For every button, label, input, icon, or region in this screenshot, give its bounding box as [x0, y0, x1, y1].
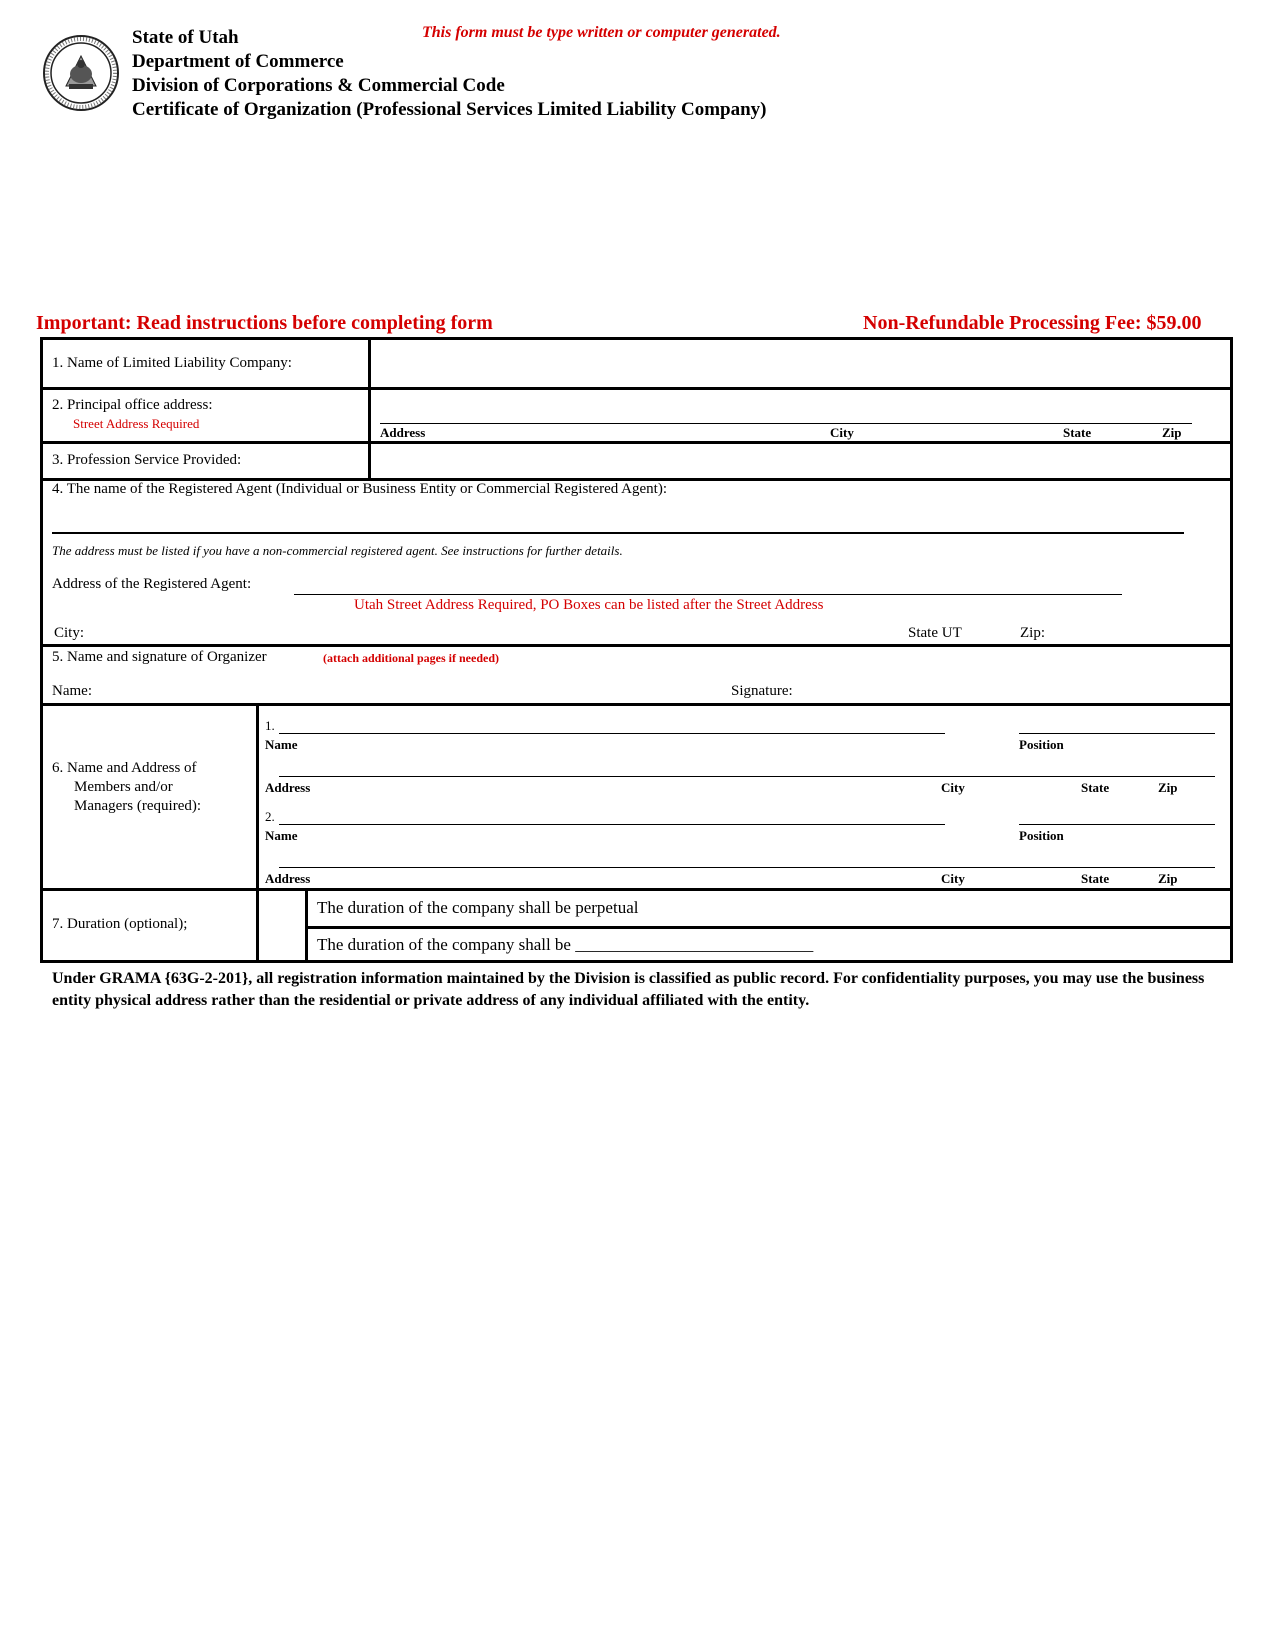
principal-zip-caption: Zip	[1162, 425, 1182, 440]
certificate-form	[40, 337, 1233, 963]
member-2-city-caption: City	[941, 871, 965, 886]
organizer-signature-label: Signature:	[731, 683, 793, 699]
header-form-title: Certificate of Organization (Professional Services Limited Liability Company)	[132, 99, 767, 120]
member-1-number: 1.	[265, 718, 275, 733]
member-1-zip-caption: Zip	[1158, 780, 1178, 795]
agent-zip-label: Zip:	[1020, 625, 1045, 641]
members-label-line2: Members and/or	[74, 779, 173, 795]
important-instructions: Important: Read instructions before completing form	[36, 312, 493, 334]
member-2-position-field[interactable]	[1019, 824, 1215, 825]
agent-address-note: The address must be listed if you have a non-commercial registered agent. See instructions for further details.	[52, 543, 623, 558]
agent-address-field[interactable]	[294, 594, 1122, 595]
principal-office-label: 2. Principal office address:	[52, 397, 213, 413]
typewritten-notice: This form must be type written or computer generated.	[422, 24, 781, 41]
agent-address-label: Address of the Registered Agent:	[52, 576, 252, 592]
organizer-attach-note: (attach additional pages if needed)	[323, 651, 500, 665]
header-department: Department of Commerce	[132, 51, 344, 72]
duration-limited-option: The duration of the company shall be ____________________________	[317, 935, 814, 954]
member-2-number: 2.	[265, 809, 275, 824]
member-2-name-field[interactable]	[279, 824, 945, 825]
organizer-label: 5. Name and signature of Organizer	[52, 649, 267, 665]
member-2-position-caption: Position	[1019, 828, 1064, 843]
members-label-line1: 6. Name and Address of	[52, 760, 197, 776]
street-address-required-note: Street Address Required	[73, 416, 200, 431]
processing-fee: Non-Refundable Processing Fee: $59.00	[863, 312, 1202, 334]
duration-perpetual-checkbox[interactable]	[259, 891, 304, 925]
profession-service-field[interactable]	[373, 446, 1228, 477]
llc-name-field[interactable]	[373, 342, 1228, 386]
member-1-state-caption: State	[1081, 780, 1110, 795]
member-1-city-caption: City	[941, 780, 965, 795]
duration-perpetual-option: The duration of the company shall be perpetual	[317, 898, 639, 917]
organizer-name-label: Name:	[52, 683, 92, 699]
member-1-address-field[interactable]	[279, 776, 1215, 777]
grama-public-record-notice: Under GRAMA {63G-2-201}, all registration information maintained by the Division is classified as public record. For confidentiality purposes, you may use the business entity physical address rather than the residential or private address of any individual affiliated with the entity.	[52, 970, 1205, 1009]
member-2-state-caption: State	[1081, 871, 1110, 886]
utah-state-seal-icon	[42, 34, 120, 112]
member-1-address-caption: Address	[265, 780, 311, 795]
registered-agent-name-field[interactable]	[52, 532, 1184, 534]
member-1-position-caption: Position	[1019, 737, 1064, 752]
member-2-name-caption: Name	[265, 828, 298, 843]
members-label-line3: Managers (required):	[74, 798, 202, 814]
member-1-name-caption: Name	[265, 737, 298, 752]
header-division: Division of Corporations & Commercial Code	[132, 75, 505, 96]
agent-city-label: City:	[54, 625, 85, 641]
member-1-position-field[interactable]	[1019, 733, 1215, 734]
llc-name-label: 1. Name of Limited Liability Company:	[52, 355, 292, 371]
registered-agent-label: 4. The name of the Registered Agent (Individual or Business Entity or Commercial Registered Agent):	[52, 481, 668, 497]
duration-label: 7. Duration (optional);	[52, 916, 188, 932]
member-2-address-caption: Address	[265, 871, 311, 886]
agent-state-label: State UT	[908, 625, 962, 641]
duration-limited-checkbox[interactable]	[259, 929, 304, 962]
member-1-name-field[interactable]	[279, 733, 945, 734]
principal-state-caption: State	[1063, 425, 1092, 440]
principal-address-caption: Address	[380, 425, 426, 440]
profession-service-label: 3. Profession Service Provided:	[52, 452, 242, 468]
principal-office-address-field[interactable]	[380, 423, 1192, 424]
principal-city-caption: City	[830, 425, 854, 440]
member-2-zip-caption: Zip	[1158, 871, 1178, 886]
member-2-address-field[interactable]	[279, 867, 1215, 868]
utah-street-address-note: Utah Street Address Required, PO Boxes can be listed after the Street Address	[354, 597, 824, 613]
header-state: State of Utah	[132, 27, 239, 48]
